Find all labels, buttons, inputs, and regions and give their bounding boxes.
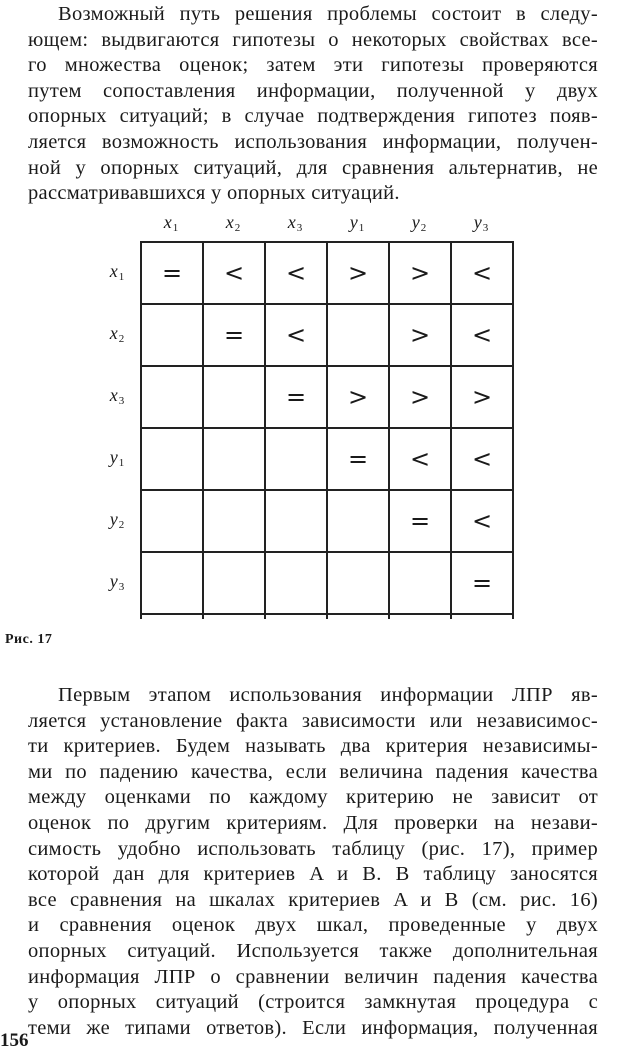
table-cell <box>141 490 203 552</box>
variable-subscript: 2 <box>234 222 241 234</box>
variable-letter: x <box>109 261 118 281</box>
variable-subscript: 3 <box>482 222 489 234</box>
table-cell <box>327 552 389 614</box>
text-line: ляется возможность использования информации, получен- <box>28 130 598 153</box>
variable-letter: y <box>349 212 358 232</box>
variable-letter: y <box>411 212 420 232</box>
table-cell: < <box>471 259 493 287</box>
table-cell: < <box>223 259 245 287</box>
text-line: Возможный путь решения проблемы состоит в следу- <box>58 3 598 25</box>
variable-subscript: 3 <box>296 222 303 234</box>
text-line: ной у опорных ситуаций, для сравнения альтернатив, не <box>28 156 598 179</box>
figure-caption: Рис. 17 <box>5 632 53 647</box>
variable-subscript: 3 <box>118 395 125 407</box>
table-cell: = <box>347 445 369 473</box>
variable-subscript: 2 <box>118 333 125 345</box>
row-header <box>100 447 134 469</box>
column-header <box>275 212 315 234</box>
variable-letter: y <box>109 447 118 467</box>
row-header <box>100 509 134 531</box>
table-cell <box>203 428 265 490</box>
table-cell: < <box>285 321 307 349</box>
variable-subscript: 2 <box>118 519 125 531</box>
table-cell: < <box>285 259 307 287</box>
table-cell: = <box>223 321 245 349</box>
text-line: которой дан для критериев A и B. В таблицу заносятся <box>28 863 598 886</box>
text-line: ти критериев. Будем называть два критерия независимы- <box>28 735 598 758</box>
text-line: все сравнения на шкалах критериев A и B (см. рис. 16) <box>28 888 598 911</box>
row-header <box>100 571 134 593</box>
text-line: и сравнения оценок двух шкал, проведенные у двух <box>28 914 598 937</box>
table-cell <box>327 490 389 552</box>
column-header <box>399 212 439 234</box>
paragraph-top <box>28 2 598 207</box>
comparison-table <box>140 241 512 619</box>
column-header <box>337 212 377 234</box>
variable-subscript: 1 <box>358 222 365 234</box>
column-header <box>213 212 253 234</box>
table-cell: > <box>347 383 369 411</box>
text-line: информация ЛПР о сравнении величин падения качества <box>28 965 598 988</box>
text-line: между оценками по каждому критерию не зависит от <box>28 786 598 809</box>
table-cell: < <box>409 445 431 473</box>
variable-letter: x <box>163 212 172 232</box>
table-cell <box>141 304 203 366</box>
variable-subscript: 3 <box>118 581 125 593</box>
variable-subscript: 2 <box>420 222 427 234</box>
table-cell: = <box>161 259 183 287</box>
column-header <box>151 212 191 234</box>
variable-letter: x <box>109 385 118 405</box>
table-cell: = <box>285 383 307 411</box>
table-cell <box>141 552 203 614</box>
text-line: Первым этапом использования информации ЛПР яв- <box>58 684 598 706</box>
text-line: го множества оценок; затем эти гипотезы проверяются <box>28 54 598 77</box>
variable-letter: x <box>109 323 118 343</box>
variable-letter: y <box>473 212 482 232</box>
table-cell: < <box>471 507 493 535</box>
text-line: ющем: выдвигаются гипотезы о некоторых свойствах все- <box>28 28 598 51</box>
table-cell: > <box>409 383 431 411</box>
table-cell: > <box>409 321 431 349</box>
text-line: ляется установление факта зависимости или независимос- <box>28 709 598 732</box>
variable-letter: y <box>109 509 118 529</box>
text-line: у опорных ситуаций (строится замкнутая процедура с <box>28 991 598 1014</box>
table-cell: > <box>471 383 493 411</box>
column-header <box>461 212 501 234</box>
text-line: путем сопоставления информации, полученной у двух <box>28 79 598 102</box>
variable-subscript: 1 <box>118 271 125 283</box>
paragraph-bottom <box>28 683 598 1041</box>
text-line: опорных ситуаций; в случае подтверждения гипотез появ- <box>28 105 598 128</box>
row-header <box>100 323 134 345</box>
text-line: симость удобно использовать таблицу (рис. 17), пример <box>28 837 598 860</box>
page-number: 156 <box>0 1030 29 1051</box>
table-cell: = <box>409 507 431 535</box>
table-cell <box>265 428 327 490</box>
table-cell <box>203 490 265 552</box>
text-line: рассматривавшихся у опорных ситуаций. <box>28 182 400 205</box>
text-line: опорных ситуаций. Используется также дополнительная <box>28 939 598 962</box>
variable-letter: y <box>109 571 118 591</box>
text-line: ми по падению качества, если величина падения качества <box>28 760 598 783</box>
table-cell <box>203 552 265 614</box>
variable-subscript: 1 <box>118 457 125 469</box>
table-cell <box>327 304 389 366</box>
table-cell <box>141 428 203 490</box>
text-line: теми же типами ответов). Если информация, полученная <box>28 1016 598 1039</box>
text-line: оценок по другим критериям. Для проверки на незави- <box>28 811 598 834</box>
table-cell: = <box>471 569 493 597</box>
variable-letter: x <box>287 212 296 232</box>
table-cell <box>389 552 451 614</box>
table-cell <box>203 366 265 428</box>
variable-subscript: 1 <box>172 222 179 234</box>
table-cell <box>141 366 203 428</box>
row-header <box>100 261 134 283</box>
table-cell: < <box>471 445 493 473</box>
variable-letter: x <box>225 212 234 232</box>
row-header <box>100 385 134 407</box>
table-cell <box>265 552 327 614</box>
table-cell: > <box>347 259 369 287</box>
table-cell: < <box>471 321 493 349</box>
table-cell <box>265 490 327 552</box>
table-cell: > <box>409 259 431 287</box>
